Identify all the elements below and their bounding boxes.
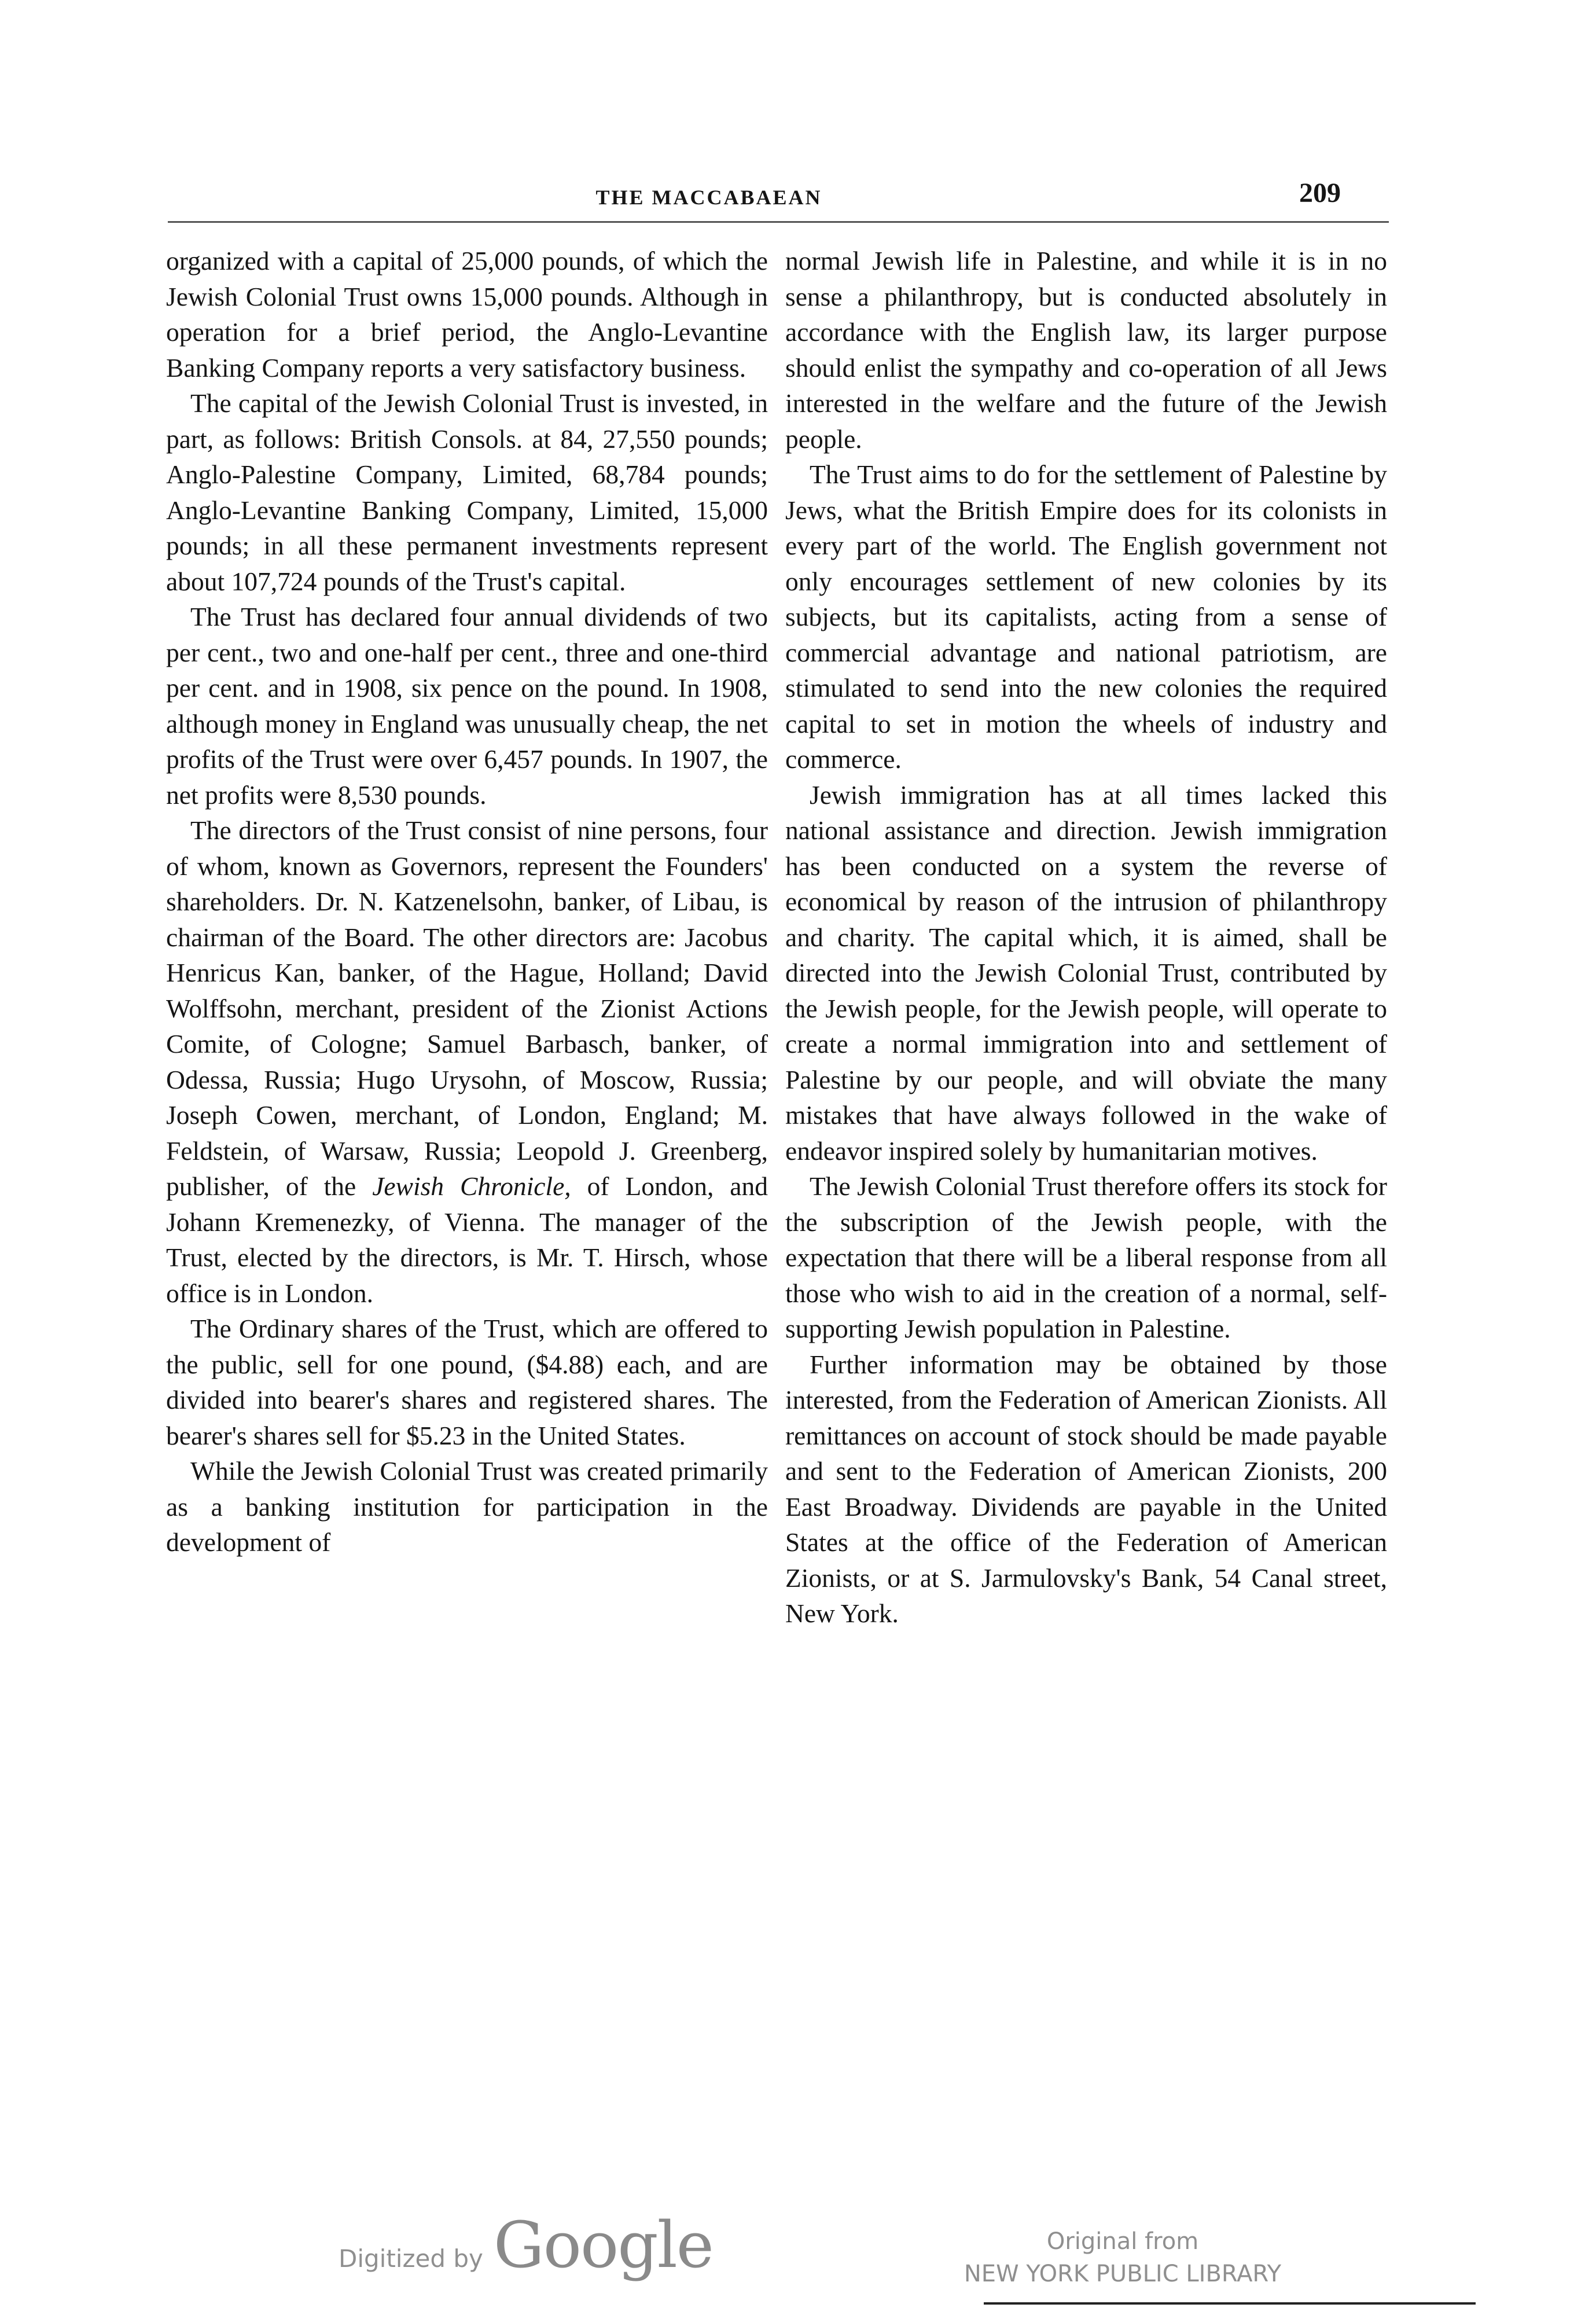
original-from-label: Original from bbox=[1046, 2228, 1199, 2255]
paragraph: While the Jewish Colonial Trust was created primarily as a banking institution for participation in the development of bbox=[166, 1456, 768, 1557]
paragraph: The Trust aims to do for the settlement of Palestine by Jews, what the British Empire does for its colonists in every part of the world. The English government not only encourages settlement of new colonies by its subjects, but its capitalists, acting from a sense of commercial advantage and national patriotism, are stimulated to send into the new colonies the required capital to set in motion the wheels of industry and commerce. bbox=[785, 460, 1387, 774]
directors-paragraph bbox=[166, 813, 768, 1311]
left-column bbox=[166, 243, 768, 1560]
paragraph: The Jewish Colonial Trust therefore offers its stock for the subscription of the Jewish people, with the expectation that there will be a liberal response from all those who wish to aid in the creation of a normal, self-supporting Jewish population in Palestine. bbox=[785, 1171, 1387, 1343]
paragraph: organized with a capital of 25,000 pounds, of which the Jewish Colonial Trust owns 15,000 pounds. Although in operation for a brief period, the Anglo-Levantine Banking Company reports a very satisfactory business. bbox=[166, 246, 768, 383]
paragraph: The Trust has declared four annual dividends of two per cent., two and one-half per cent., three and one-third per cent. and in 1908, six pence on the pound. In 1908, although money in England was unusually cheap, the net profits of the Trust were over 6,457 pounds. In 1907, the net profits were 8,530 pounds. bbox=[166, 602, 768, 810]
publication-title: Jewish Chronicle, bbox=[372, 1171, 571, 1201]
paragraph: Further information may be obtained by those interested, from the Federation of American Zionists. All remittances on account of stock should be made payable and sent to the Federation of American Zionists, 200 East Broadway. Dividends are payable in the United States at the office of the Federation of American Zionists, or at S. Jarmulovsky's Bank, 54 Canal street, New York. bbox=[785, 1349, 1387, 1628]
right-column bbox=[785, 243, 1387, 1631]
footer-rule bbox=[984, 2302, 1476, 2305]
digitized-by-watermark bbox=[339, 2208, 713, 2282]
paragraph: normal Jewish life in Palestine, and while it is in no sense a philanthropy, but is conducted absolutely in accordance with the English law, its larger purpose should enlist the sympathy and co-operation of all Jews interested in the welfare and the future of the Jewish people. bbox=[785, 246, 1387, 454]
paragraph: Jewish immigration has at all times lacked this national assistance and direction. Jewish immigration has been conducted on a system the reverse of economical by reason of the intrusion of philanthropy and charity. The capital which, it is aimed, shall be directed into the Jewish Colonial Trust, contributed by the Jewish people, for the Jewish people, will operate to create a normal immigration into and settlement of Palestine by our people, and will obviate the many mistakes that have always followed in the wake of endeavor inspired solely by humanitarian motives. bbox=[785, 780, 1387, 1166]
directors-text-start: The directors of the Trust consist of nine persons, four of whom, known as Governors, represent the Founders' shareholders. Dr. N. Katzenelsohn, banker, of Libau, is chairman of the Board. The other directors are: Jacobus Henricus Kan, banker, of the Hague, Holland; David Wolffsohn, merchant, president of the Zionist Actions Comite, of Cologne; Samuel Barbasch, banker, of Odessa, Russia; Hugo Urysohn, of Moscow, Russia; Joseph Cowen, merchant, of London, England; M. Feldstein, of Warsaw, Russia; Leopold J. Greenberg, publisher, of the bbox=[166, 815, 768, 1201]
library-name: NEW YORK PUBLIC LIBRARY bbox=[964, 2261, 1282, 2287]
paragraph: The Ordinary shares of the Trust, which are offered to the public, sell for one pound, ($4.88) each, and are divided into bearer's shares and registered shares. The bearer's shares sell for $5.23 in the United States. bbox=[166, 1314, 768, 1450]
header-rule bbox=[168, 221, 1389, 223]
directors-text-end: of London, and Johann Kremenezky, of Vienna. The manager of the Trust, elected by the directors, is Mr. T. Hirsch, whose office is in London. bbox=[166, 1171, 768, 1308]
running-header-title: THE MACCABAEAN bbox=[595, 186, 822, 209]
page-number: 209 bbox=[1299, 178, 1341, 208]
library-attribution bbox=[937, 2225, 1308, 2290]
digitized-by-label: Digitized by bbox=[339, 2244, 483, 2273]
paragraph: The capital of the Jewish Colonial Trust is invested, in part, as follows: British Consols. at 84, 27,550 pounds; Anglo-Palestine Company, Limited, 68,784 pounds; Anglo-Levantine Banking Company, Limited, 15,000 pounds; in all these permanent investments represent about 107,724 pounds of the Trust's capital. bbox=[166, 388, 768, 596]
google-logo: Google bbox=[493, 2208, 713, 2282]
